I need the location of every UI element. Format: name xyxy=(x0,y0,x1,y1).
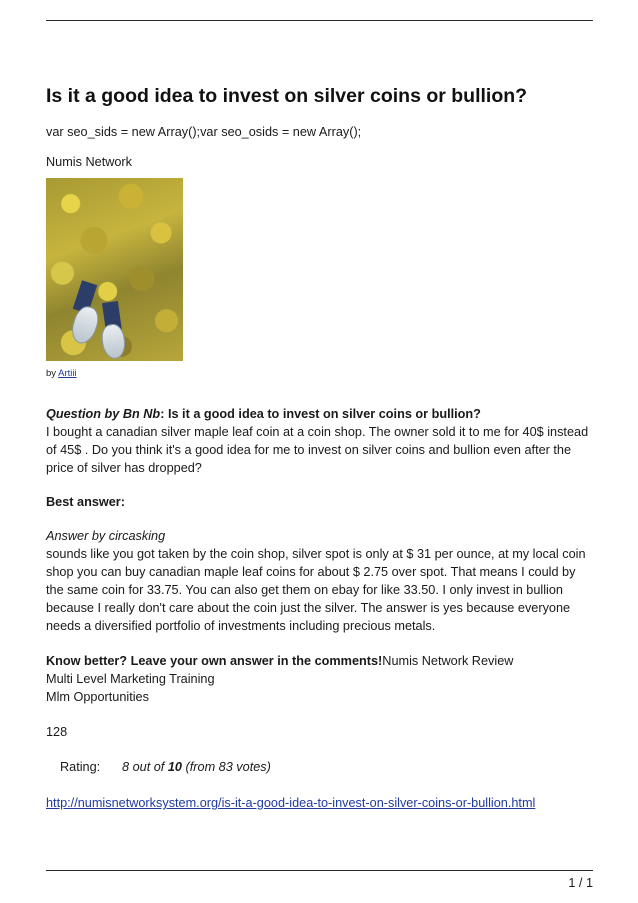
rating-value: 8 xyxy=(122,760,130,774)
bottom-rule xyxy=(46,870,593,871)
question-author: Question by Bn Nb xyxy=(46,407,161,421)
script-text: var seo_sids = new Array();var seo_osids = new Array(); xyxy=(46,125,362,139)
know-better-line xyxy=(46,652,596,670)
photo-credit xyxy=(46,367,596,381)
view-count: 128 xyxy=(46,725,68,739)
document-body xyxy=(46,84,596,812)
rating-out-of: out of xyxy=(132,760,165,774)
know-better-bold: Know better? Leave your own answer in the comments! xyxy=(46,654,383,668)
top-rule xyxy=(46,20,593,21)
question-heading xyxy=(46,405,596,423)
rating-votes: (from 83 votes) xyxy=(185,760,271,774)
shoe-left xyxy=(68,303,103,347)
rating-label: Rating: xyxy=(60,760,101,774)
answer-body: sounds like you got taken by the coin shop, silver spot is only at $ 31 per ounce, at my local coin shop you can buy canadian maple leaf coins for about $ 2.75 over spot. That means I could by the same coin for 33.75. You can also get them on ebay for like 33.50. I only invest in bullion because I really don't care about the coin just the silver. The answer is yes because everyone needs a diversified portfolio of investments including precious metals. xyxy=(46,547,586,633)
page-title: Is it a good idea to invest on silver coins or bullion? xyxy=(46,85,528,107)
photo-credit-link[interactable]: Artiii xyxy=(58,368,77,379)
best-answer-label: Best answer: xyxy=(46,495,125,509)
know-better-tail: Numis Network Review xyxy=(382,654,514,668)
question-body: I bought a canadian silver maple leaf coin at a coin shop. The owner sold it to me for 40$ instead of 45$ . Do you think it's a good idea for me to invest on silver coins and bullion even after the price of silver has dropped? xyxy=(46,425,589,475)
site-name: Numis Network xyxy=(46,155,133,169)
answer-author: Answer by circasking xyxy=(46,529,166,543)
autumn-leaves-photo xyxy=(46,178,183,361)
photo-credit-prefix: by xyxy=(46,368,57,379)
know-better-line-3: Mlm Opportunities xyxy=(46,690,149,704)
rating-max: 10 xyxy=(167,760,182,774)
question-title: : Is it a good idea to invest on silver coins or bullion? xyxy=(160,407,481,421)
rating-line xyxy=(46,758,596,776)
article-url-link[interactable]: http://numisnetworksystem.org/is-it-a-good-idea-to-invest-on-silver-coins-or-bullion.html xyxy=(46,796,536,810)
know-better-line-2: Multi Level Marketing Training xyxy=(46,672,215,686)
page-indicator: 1 / 1 xyxy=(568,876,593,890)
url-line xyxy=(46,794,596,812)
shoe-right xyxy=(100,323,128,361)
